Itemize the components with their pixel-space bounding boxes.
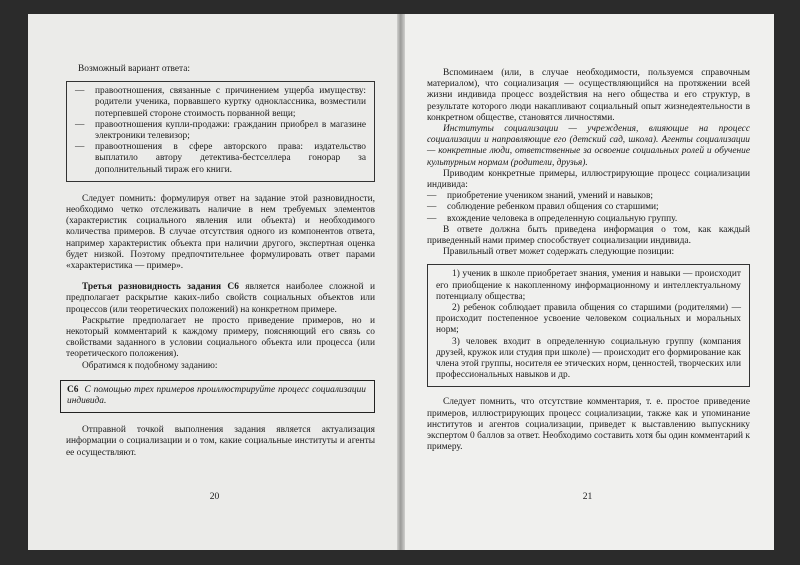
paragraph-recall: Вспоминаем (или, в случае необходимости, пользуемся справочным материалом), что социализация — осуществляющийся на протяжении всей жизни индивида процесс воздействия на него общества и его структур, в результате которого люди накапливают социальный опыт жизнедеятельности в конкретном обществе, становятся личностями. bbox=[427, 68, 750, 123]
paragraph-correct: Правильный ответ может содержать следующие позиции: bbox=[443, 247, 675, 258]
answer-item: — правоотношения купли-продажи: гражданин приобрел в магазине электроники телевизор; bbox=[75, 119, 366, 142]
book-spread bbox=[28, 14, 774, 550]
example-item: — вхождение человека в определенную социальную группу. bbox=[427, 213, 678, 224]
box-item: 3) человек входит в определенную социальную группу (компания друзей, кружок или студия при школе) — происходит его формирование как члена этой группы, носителя ее этических норм, ценностей, творческих или профессиональных навыков и др. bbox=[436, 336, 741, 381]
paragraph-examples-intro: Приводим конкретные примеры, иллюстрирующие процесс социализации индивида: bbox=[427, 168, 750, 191]
example-item: — соблюдение ребенком правил общения со старшими; bbox=[427, 202, 659, 213]
paragraph-third-type: Третья разновидность задания С6 является наиболее сложной и предполагает раскрытие каких-либо свойств социальных объектов или процессов (или теоретических положений) на конкретном примере. bbox=[66, 282, 375, 315]
task-text: С помощью трех примеров проиллюстрируйте процесс социализации индивида. bbox=[67, 384, 366, 407]
answer-variant-title: Возможный вариант ответа: bbox=[78, 64, 191, 74]
box-item: 1) ученик в школе приобретает знания, умения и навыки — происходит его приобщение к накопленному информационному и интеллектуальному потенциалу общества; bbox=[436, 269, 741, 302]
example-item: — приобретение учеником знаний, умений и навыков; bbox=[427, 191, 654, 202]
paragraph-turn: Обратимся к подобному заданию: bbox=[82, 360, 218, 371]
task-c6-box bbox=[60, 380, 375, 413]
book-gutter bbox=[397, 14, 405, 550]
paragraph-disclosure: Раскрытие предполагает не просто приведение примеров, но и некоторый комментарий к каждому примеру, поясняющий его связь со свойствами заданного в условии социального объекта или процесса (или теоретического положения). bbox=[66, 315, 375, 360]
paragraph-start: Отправной точкой выполнения задания является актуализация информации о социализации и о том, какие социальные институты и агенты ее осуществляют. bbox=[66, 425, 375, 458]
answer-variant-box bbox=[66, 81, 375, 182]
left-page bbox=[28, 14, 401, 550]
paragraph-remember: Следует помнить: формулируя ответ на задание этой разновидности, необходимо четко отслеживать наличие в нем требуемых элементов (характеристик социального явления или объекта) и необходимого количества примеров. В случае отсутствия одного из компонентов ответа, например характеристик объекта при наличии другого, экспертная оценка будет низкой. Поэтому предпочтительнее формулировать ответ парами «характеристика — пример». bbox=[66, 193, 375, 272]
right-page bbox=[401, 14, 774, 550]
paragraph-answer: В ответе должна быть приведена информация о том, как каждый приведенный нами пример способствует социализации индивида. bbox=[427, 224, 750, 247]
third-type-heading: Третья разновидность задания С6 bbox=[82, 282, 239, 293]
answer-item: — правоотношения, связанные с причинением ущерба имуществу: родители ученика, порвавшего куртку одноклассника, возместили потерпевшей стороне стоимость порванной вещи; bbox=[75, 86, 366, 119]
paragraph-institutes: Институты социализации — учреждения, влияющие на процесс социализации и направляющие его (детский сад, школа). Агенты социализации — конкретные люди, ответственные за освоение социальных ролей и обучение культурным нормам (родители, друзья). bbox=[427, 124, 750, 168]
page-number-left: 20 bbox=[209, 490, 220, 502]
answer-item: — правоотношения в сфере авторского права: издательство выплатило автору детектива-бестселлера гонорар за дополнительный тираж его книги. bbox=[75, 142, 366, 175]
correct-answer-box bbox=[427, 264, 750, 387]
box-item: 2) ребенок соблюдает правила общения со старшими (родителями) — происходит постепенное усвоение человеком социальных и моральных норм; bbox=[436, 303, 741, 336]
page-number-right: 21 bbox=[582, 490, 593, 502]
task-label: С6 bbox=[67, 384, 79, 395]
paragraph-final: Следует помнить, что отсутствие комментария, т. е. простое приведение примеров, иллюстрирующих процесс социализации, также как и упоминание институтов и агентов социализации, приведет к выставлению выпускнику экспертом 0 баллов за ответ. Необходимо составить хотя бы один комментарий к примеру. bbox=[427, 397, 750, 453]
